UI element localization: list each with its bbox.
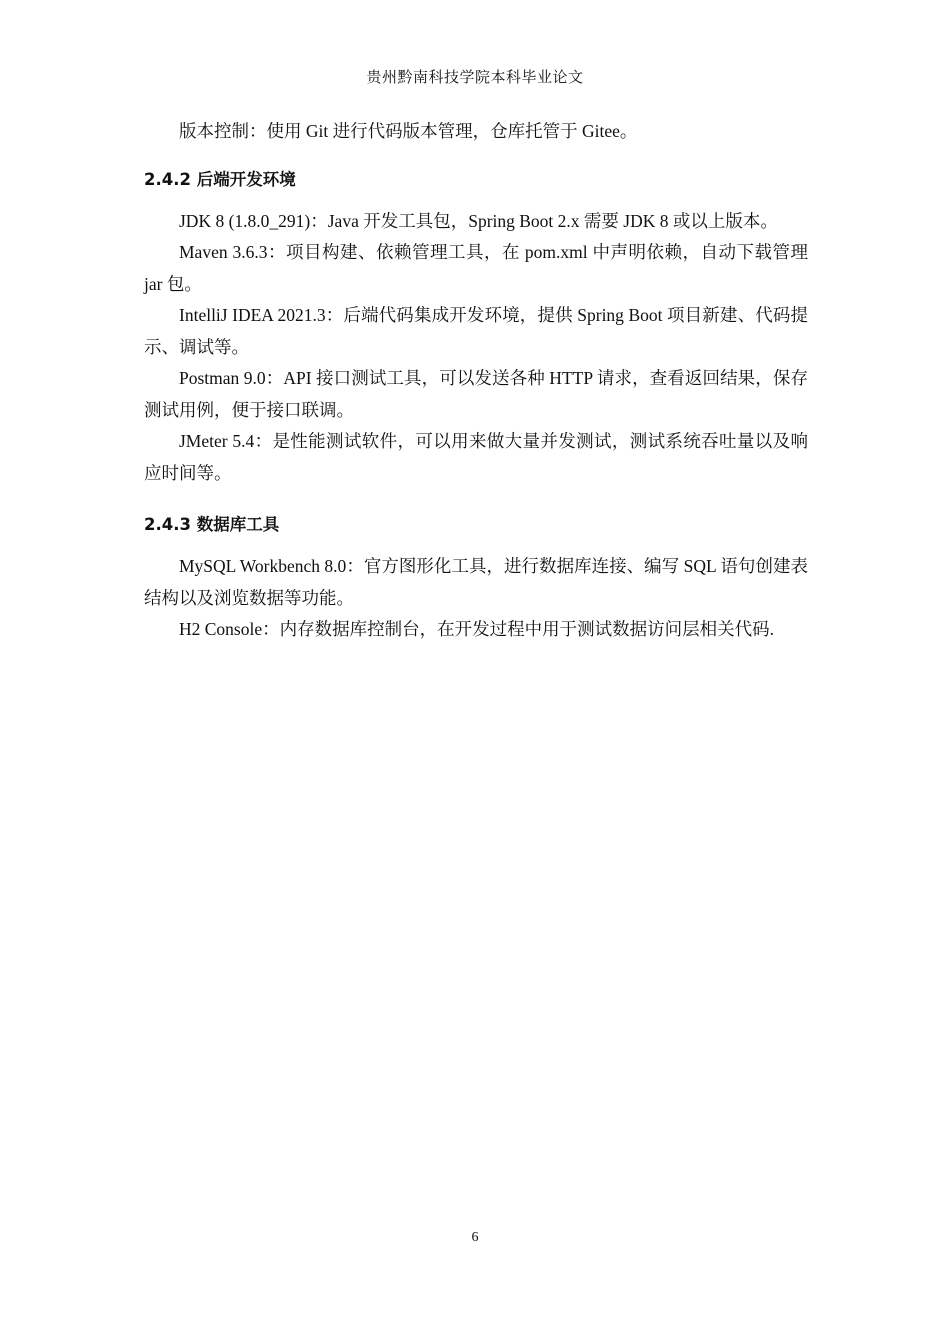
section-2-4-2-body (144, 206, 808, 490)
section-2-4-3-body (144, 551, 808, 646)
paragraph-h2-console: H2 Console：内存数据库控制台，在开发过程中用于测试数据访问层相关代码. (179, 619, 774, 639)
paragraph-maven: Maven 3.6.3：项目构建、依赖管理工具，在 pom.xml 中声明依赖，自动下载管理 jar 包。 (144, 242, 808, 294)
paragraph-mysql-workbench: MySQL Workbench 8.0：官方图形化工具，进行数据库连接、编写 SQL 语句创建表结构以及浏览数据等功能。 (144, 556, 808, 608)
page-body (144, 116, 808, 646)
paragraph-version-control: 版本控制：使用 Git 进行代码版本管理，仓库托管于 Gitee。 (179, 121, 638, 141)
paragraph-jmeter: JMeter 5.4：是性能测试软件，可以用来做大量并发测试，测试系统吞吐量以及响应时间等。 (144, 431, 808, 483)
paragraph-intellij: IntelliJ IDEA 2021.3：后端代码集成开发环境，提供 Spring Boot 项目新建、代码提示、调试等。 (144, 305, 808, 357)
page-header: 贵州黔南科技学院本科毕业论文 (366, 70, 584, 86)
section-heading-2-4-2: 2.4.2 后端开发环境 (144, 169, 296, 189)
paragraph-postman: Postman 9.0：API 接口测试工具，可以发送各种 HTTP 请求，查看返回结果，保存测试用例，便于接口联调。 (144, 368, 808, 420)
section-heading-2-4-3: 2.4.3 数据库工具 (144, 515, 280, 534)
paragraph-jdk: JDK 8 (1.8.0_291)：Java 开发工具包，Spring Boot 2.x 需要 JDK 8 或以上版本。 (179, 210, 778, 231)
page-number: 6 (471, 1230, 479, 1245)
